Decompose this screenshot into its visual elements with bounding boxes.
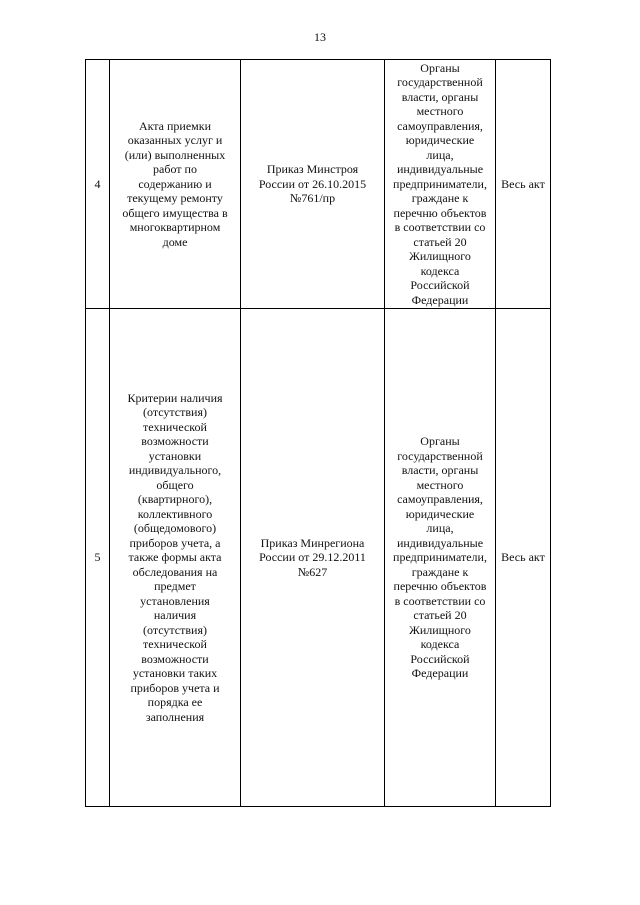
act-name-cell: Акта приемки оказанных услуг и (или) выполненных работ по содержанию и текущему ремонту общего имущества в многоквартирном доме bbox=[110, 60, 241, 309]
subjects-cell: Органы государственной власти, органы местного самоуправления, юридические лица, индивидуальные предприниматели, граждане к перечню объектов в соответствии со статьей 20 Жилищного кодекса Российской Федерации bbox=[385, 309, 496, 807]
row-number: 5 bbox=[86, 309, 110, 807]
act-name-cell: Критерии наличия (отсутствия) технической возможности установки индивидуального, общего (квартирного), коллективного (общедомового) приборов учета, а также формы акта обследования на предмет установления наличия (отсутствия) технической возможности установки таких приборов учета и порядка ее заполнения bbox=[110, 309, 241, 807]
scope-cell: Весь акт bbox=[496, 309, 551, 807]
page-number: 13 bbox=[314, 30, 326, 44]
table-row bbox=[86, 60, 551, 309]
scope-cell: Весь акт bbox=[496, 60, 551, 309]
act-requisites-cell: Приказ Минрегиона России от 29.12.2011 №627 bbox=[241, 309, 385, 807]
table-row bbox=[86, 309, 551, 807]
legal-acts-table bbox=[85, 59, 551, 807]
subjects-cell: Органы государственной власти, органы местного самоуправления, юридические лица, индивидуальные предприниматели, граждане к перечню объектов в соответствии со статьей 20 Жилищного кодекса Российской Федерации bbox=[385, 60, 496, 309]
row-number: 4 bbox=[86, 60, 110, 309]
act-requisites-cell: Приказ Минстроя России от 26.10.2015 №761/пр bbox=[241, 60, 385, 309]
